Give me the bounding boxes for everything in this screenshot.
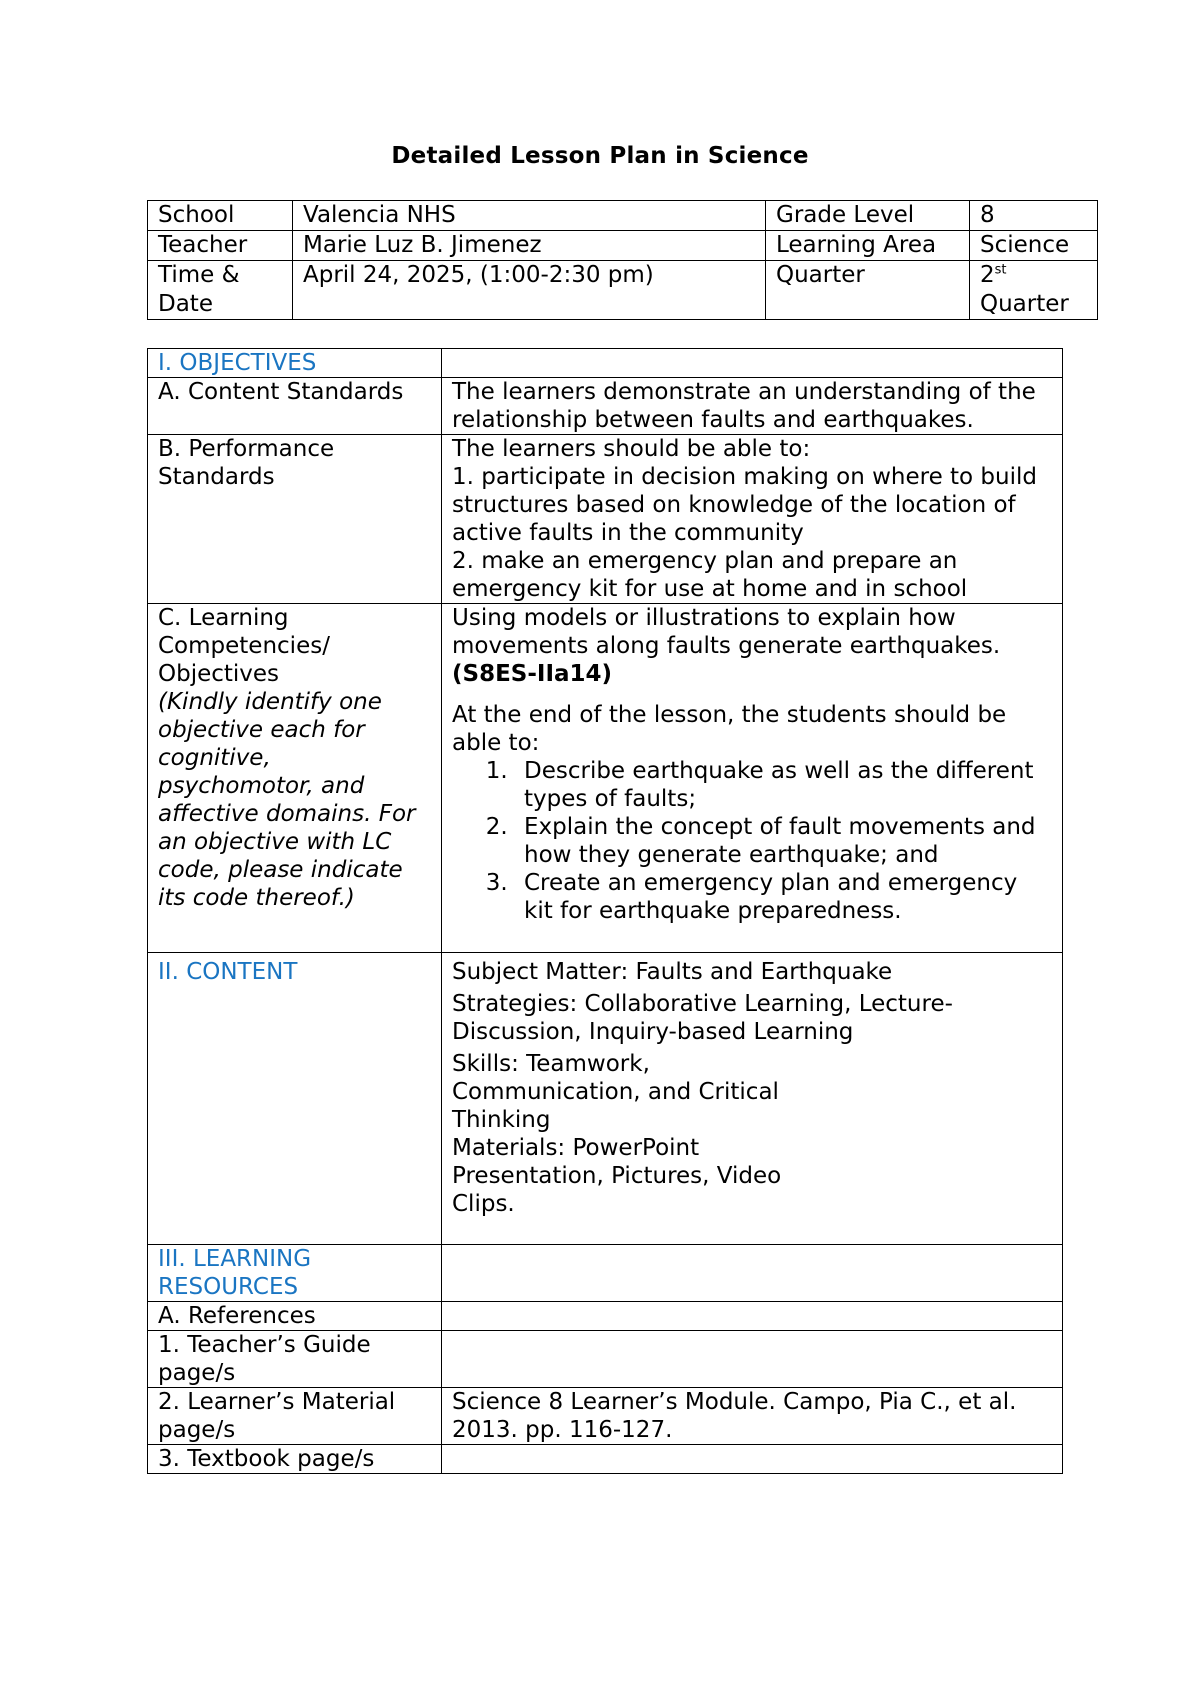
content-row xyxy=(148,953,1063,1245)
school-value: Valencia NHS xyxy=(293,201,766,231)
grade-label: Grade Level xyxy=(766,201,970,231)
competencies-label-cell xyxy=(148,604,442,953)
content-standards-text: The learners demonstrate an understanding of the relationship between faults and earthquakes. xyxy=(442,378,1063,435)
skills-line: Skills: Teamwork, xyxy=(452,1051,650,1077)
time-value: April 24, 2025, (1:00-2:30 pm) xyxy=(293,261,766,320)
learners-material-label: 2. Learner’s Material page/s xyxy=(148,1388,442,1445)
quarter-value xyxy=(970,261,1098,320)
teachers-guide-value xyxy=(442,1331,1063,1388)
materials-line: Materials: PowerPoint xyxy=(452,1135,700,1161)
quarter-suffix: st xyxy=(994,262,1007,278)
teachers-guide-label: 1. Teacher’s Guide page/s xyxy=(148,1331,442,1388)
textbook-label: 3. Textbook page/s xyxy=(148,1445,442,1474)
objectives-heading-row xyxy=(148,349,1063,378)
performance-standards-cell xyxy=(442,435,1063,604)
competency-code: (S8ES-IIa14) xyxy=(452,661,613,687)
performance-intro: The learners should be able to: xyxy=(452,436,811,462)
references-blank xyxy=(442,1302,1063,1331)
header-table xyxy=(147,200,1098,320)
strategies: Strategies: Collaborative Learning, Lecture-Discussion, Inquiry-based Learning xyxy=(452,991,953,1045)
references-label: A. References xyxy=(148,1302,442,1331)
competency-text: Using models or illustrations to explain how movements along faults generate earthquakes. xyxy=(452,605,1001,659)
learners-material-value: Science 8 Learner’s Module. Campo, Pia C., et al. 2013. pp. 116-127. xyxy=(442,1388,1063,1445)
performance-standards-row xyxy=(148,435,1063,604)
resources-heading-row xyxy=(148,1245,1063,1302)
header-row-teacher xyxy=(148,231,1098,261)
header-row-school xyxy=(148,201,1098,231)
grade-value: 8 xyxy=(970,201,1098,231)
objectives-heading: I. OBJECTIVES xyxy=(148,349,442,378)
content-cell xyxy=(442,953,1063,1245)
teacher-value: Marie Luz B. Jimenez xyxy=(293,231,766,261)
competencies-cell xyxy=(442,604,1063,953)
performance-standards-label: B. Performance Standards xyxy=(148,435,442,604)
content-heading: II. CONTENT xyxy=(148,953,442,1245)
lesson-plan-table xyxy=(147,348,1063,1474)
time-label: Time & xyxy=(158,262,240,288)
textbook-row xyxy=(148,1445,1063,1474)
resources-heading: III. LEARNING RESOURCES xyxy=(148,1245,442,1302)
competencies-note: (Kindly identify one objective each for cognitive, psychomotor, and affective domains. For an objective with LC code, please indicate its code thereof.) xyxy=(158,689,416,911)
skills-line: Communication, and Critical xyxy=(452,1079,779,1105)
textbook-value xyxy=(442,1445,1063,1474)
subject-matter: Subject Matter: Faults and Earthquake xyxy=(452,959,893,985)
school-label: School xyxy=(148,201,293,231)
performance-item: 2. make an emergency plan and prepare an emergency kit for use at home and in school xyxy=(452,548,968,602)
skills-line: Thinking xyxy=(452,1107,551,1133)
quarter-word: Quarter xyxy=(980,291,1069,317)
header-row-time xyxy=(148,261,1098,320)
objective-item: 3. Create an emergency plan and emergency kit for earthquake preparedness. xyxy=(515,869,1052,925)
quarter-label: Quarter xyxy=(766,261,970,320)
content-standards-label: A. Content Standards xyxy=(148,378,442,435)
competencies-label: C. Learning Competencies/ Objectives xyxy=(158,605,330,687)
area-label: Learning Area xyxy=(766,231,970,261)
materials-line: Clips. xyxy=(452,1191,515,1217)
performance-item: 1. participate in decision making on where to build structures based on knowledge of the location of active faults in the community xyxy=(452,464,1037,546)
materials-line: Presentation, Pictures, Video xyxy=(452,1163,782,1189)
end-of-lesson-intro: At the end of the lesson, the students should be able to: xyxy=(452,702,1007,756)
area-value: Science xyxy=(970,231,1098,261)
learners-material-row xyxy=(148,1388,1063,1445)
resources-heading-blank xyxy=(442,1245,1063,1302)
teacher-label: Teacher xyxy=(148,231,293,261)
objective-item: 2. Explain the concept of fault movements and how they generate earthquake; and xyxy=(515,813,1052,869)
objective-item: 1. Describe earthquake as well as the different types of faults; xyxy=(515,757,1052,813)
teachers-guide-row xyxy=(148,1331,1063,1388)
competencies-row xyxy=(148,604,1063,953)
objective-list xyxy=(452,757,1052,925)
page-title: Detailed Lesson Plan in Science xyxy=(391,143,809,169)
quarter-number: 2 xyxy=(980,262,995,288)
objectives-heading-blank xyxy=(442,349,1063,378)
time-date-label xyxy=(148,261,293,320)
references-row xyxy=(148,1302,1063,1331)
date-label: Date xyxy=(158,291,213,317)
content-standards-row xyxy=(148,378,1063,435)
